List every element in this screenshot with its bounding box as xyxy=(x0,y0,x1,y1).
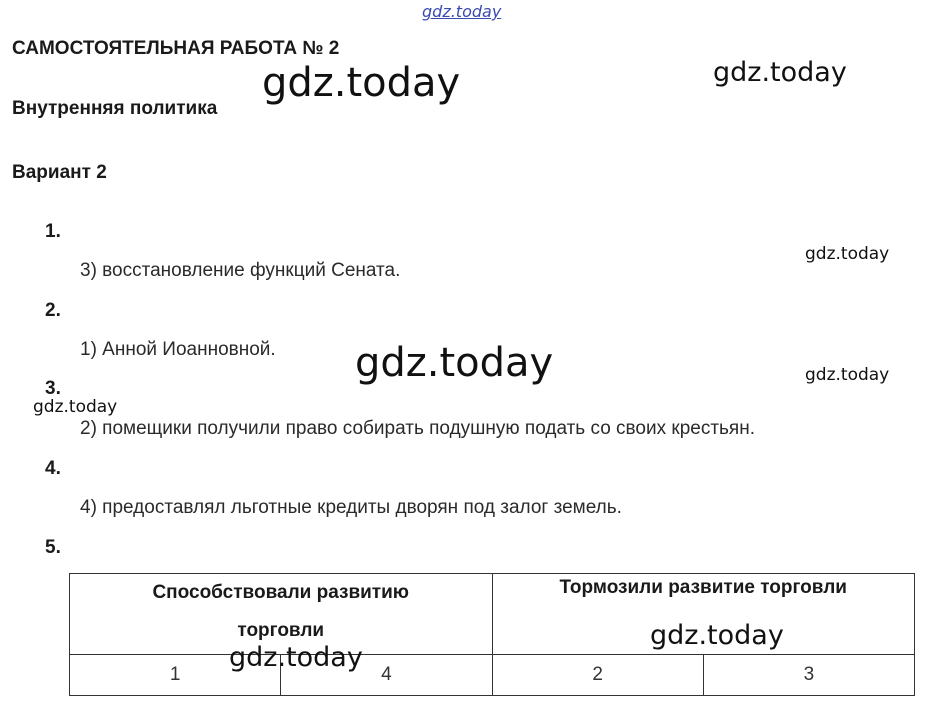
question-answer: 2) помещики получили право собирать подушную подать со своих крестьян. xyxy=(80,418,755,439)
watermark: gdz.today xyxy=(805,244,890,264)
table-cell: 4 xyxy=(281,655,492,696)
table-header-hindered: Тормозили развитие торговли xyxy=(492,574,915,655)
table-cell: 2 xyxy=(492,655,703,696)
watermark: gdz.today xyxy=(650,620,784,651)
table-header-promoted: Способствовали развитию торговли xyxy=(70,574,493,655)
watermark: gdz.today xyxy=(262,60,461,106)
table-row xyxy=(70,655,915,696)
watermark: gdz.today xyxy=(33,397,118,417)
answer-table xyxy=(69,573,915,696)
question-number: 2. xyxy=(45,300,61,321)
question-answer: 1) Анной Иоанновной. xyxy=(80,339,276,360)
page-title: САМОСТОЯТЕЛЬНАЯ РАБОТА № 2 xyxy=(12,38,340,59)
watermark: gdz.today xyxy=(229,642,363,673)
page-subtitle: Внутренняя политика xyxy=(12,98,218,119)
question-number: 3. xyxy=(45,378,61,399)
variant-label: Вариант 2 xyxy=(12,162,107,183)
table-cell: 1 xyxy=(70,655,281,696)
watermark: gdz.today xyxy=(355,340,554,386)
table-cell: 3 xyxy=(703,655,914,696)
watermark-link[interactable]: gdz.today xyxy=(422,2,502,21)
table-header-row xyxy=(70,574,915,655)
watermark: gdz.today xyxy=(805,365,890,385)
question-number: 5. xyxy=(45,537,61,558)
question-answer: 4) предоставлял льготные кредиты дворян под залог земель. xyxy=(80,497,622,518)
watermark: gdz.today xyxy=(713,57,847,88)
question-answer: 3) восстановление функций Сената. xyxy=(80,260,401,281)
question-number: 1. xyxy=(45,221,61,242)
question-number: 4. xyxy=(45,458,61,479)
